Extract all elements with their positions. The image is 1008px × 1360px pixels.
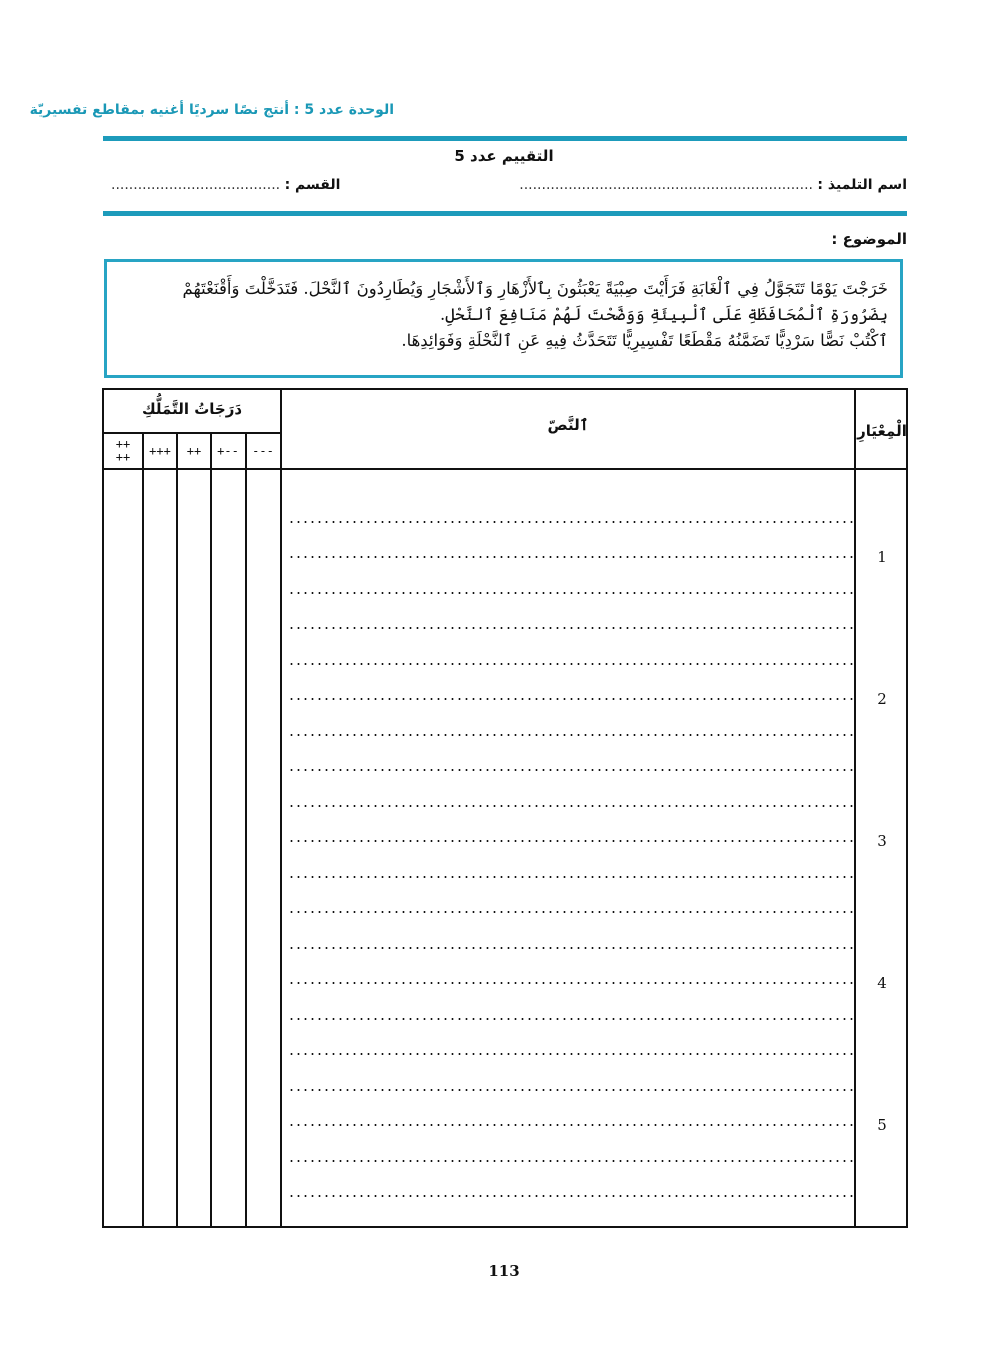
- grade-level-5: ++ ++: [115, 437, 131, 464]
- prompt-line: بِضَرُورَةِ ٱلْمُحَافَظَةِ عَلَى ٱلْبِيئَةِ وَوَضَّحْتَ لَهُمْ مَنَافِعَ ٱلنَّحْلِ.: [439, 305, 888, 324]
- writing-line[interactable]: [288, 1195, 854, 1197]
- criterion-header: الْمِعْيَارِ: [857, 422, 907, 440]
- writing-line[interactable]: [288, 663, 854, 665]
- writing-line[interactable]: [288, 734, 854, 736]
- column-divider: [176, 434, 178, 1226]
- writing-line[interactable]: [288, 556, 854, 558]
- criterion-number: 5: [877, 1116, 887, 1134]
- writing-line[interactable]: [288, 627, 854, 629]
- page-number: 113: [488, 1262, 520, 1280]
- class-input[interactable]: ......................................: [111, 177, 281, 193]
- writing-line[interactable]: [288, 1124, 854, 1126]
- unit-title: الوحدة عدد 5 : أنتج نصًا سرديًا أغنيه بمقاطع تفسيريّة: [29, 102, 394, 118]
- column-divider: [142, 434, 144, 1226]
- prompt-line: خَرَجْتَ يَوْمًا تَتَجَوَّلُ فِي ٱلْغَابَةِ فَرَأَيْتَ صِبْيَةً يَعْبَثُونَ بِٱلأَزْهَارِ وَٱلأَشْجَارِ وَيُطَارِدُونَ ٱلنَّحْلَ. فَتَدَخَّلْتَ وَأَقْنَعْتَهُمْ: [182, 279, 888, 298]
- writing-line[interactable]: [288, 947, 854, 949]
- grade-level-3: ++: [186, 443, 202, 458]
- writing-line[interactable]: [288, 1053, 854, 1055]
- writing-line[interactable]: [288, 1089, 854, 1091]
- prompt-line: ٱكْتُبْ نَصًّا سَرْدِيًّا تَضَمَّنُهُ مَقْطَعًا تَفْسِيرِيًّا تَتَحَدَّثُ فِيهِ عَنِ ٱلنَّحْلَةِ وَفَوَائِدِهَا.: [401, 331, 888, 350]
- grade-level-1: ---: [252, 443, 274, 458]
- writing-line[interactable]: [288, 911, 854, 913]
- writing-line[interactable]: [288, 805, 854, 807]
- text-header: ٱلنَّصّ: [547, 416, 589, 434]
- criterion-number: 2: [877, 690, 887, 708]
- student-name-field[interactable]: [519, 177, 907, 193]
- subject-label: الموضوع :: [831, 230, 907, 248]
- student-name-input[interactable]: ..................................................................: [519, 177, 813, 193]
- header-row-divider: [104, 468, 906, 470]
- criterion-number: 4: [877, 974, 887, 992]
- info-divider: [103, 211, 907, 216]
- writing-line[interactable]: [288, 982, 854, 984]
- column-divider: [210, 434, 212, 1226]
- class-field[interactable]: [111, 177, 340, 193]
- header-divider: [103, 136, 907, 141]
- writing-line[interactable]: [288, 1160, 854, 1162]
- grade-level-4: +++: [149, 443, 171, 458]
- student-info-row: [103, 177, 907, 199]
- writing-line[interactable]: [288, 769, 854, 771]
- class-label: القسم :: [284, 177, 341, 193]
- writing-line[interactable]: [288, 592, 854, 594]
- student-name-label: اسم التلميذ :: [817, 177, 907, 193]
- writing-line[interactable]: [288, 521, 854, 523]
- grade-level-2: +--: [217, 443, 239, 458]
- mastery-header: دَرَجَاتُ التَّمَلُّكِ: [141, 400, 243, 418]
- writing-line[interactable]: [288, 698, 854, 700]
- writing-line[interactable]: [288, 840, 854, 842]
- writing-line[interactable]: [288, 1018, 854, 1020]
- subject-prompt-box: [104, 259, 903, 378]
- column-divider: [854, 390, 856, 1226]
- column-divider: [280, 390, 282, 1226]
- assessment-table: [102, 388, 908, 1228]
- writing-line[interactable]: [288, 876, 854, 878]
- evaluation-title: التقييم عدد 5: [454, 147, 554, 165]
- column-divider: [245, 434, 247, 1226]
- criterion-number: 3: [877, 832, 887, 850]
- criterion-number: 1: [877, 548, 887, 566]
